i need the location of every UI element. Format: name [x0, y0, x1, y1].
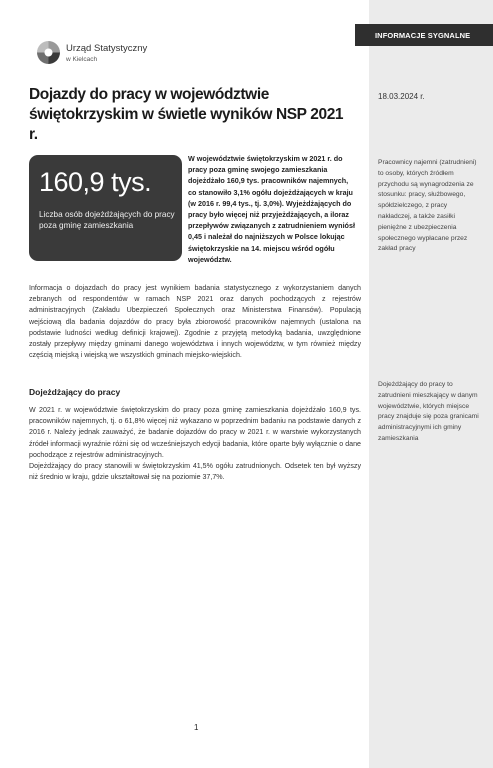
body-paragraph-1: W 2021 r. w województwie świętokrzyskim do pracy poza gminę zamieszkania dojeżdżało 160,9 tys. pracowników najemnych, tj. o 61,8% więcej niż wykazano w poprzednim badaniu na podstawie danych z 2016 r. Należy jednak zauważyć, że badanie dojazdów do pracy w 2021 r. w warstwie wykorzystanych źródeł informacji wyraźnie różni się od wcześniejszych edycji badania, które oparte były wyłącznie o dane pochodzące z rejestrów administracyjnych.	[29, 406, 361, 459]
sidebar-note-commuters: Dojeżdżający do pracy to zatrudnieni mieszkający w danym województwie, których miejsce pracy znajduje się poza granicami administracyjnymi ich gminy zamieszkania	[378, 381, 479, 442]
information-badge	[355, 24, 493, 46]
body-paragraph-2: Dojeżdżający do pracy stanowili w świętokrzyskim 41,5% ogółu zatrudnionych. Odsetek ten był wyższy niż średnio w kraju, gdzie ukształtował się na poziomie 37,7%.	[29, 462, 361, 482]
badge-label: INFORMACJE SYGNALNE	[375, 30, 471, 40]
lead-paragraph: W województwie świętokrzyskim w 2021 r. do pracy poza gminę swojego zamieszkania dojeżdżało 160,9 tys. pracowników najemnych, co stanowiło 3,1% ogółu dojeżdżających w kraju (w 2016 r. 99,4 tys., tj. 3,0%). Wyjeżdżających do pracy było więcej niż przyjeżdżających, a iloraz przepływów związanych z zatrudnieniem wyniósł 0,45 i należał do najniższych w Polsce lokując świętokrzyskie na 14. miejscu wśród ogółu województw.	[188, 154, 355, 264]
logo-name: Urząd Statystyczny	[66, 43, 148, 54]
intro-paragraph: Informacja o dojazdach do pracy jest wynikiem badania statystycznego z wykorzystaniem danych zebranych od respondentów w ramach NSP 2021 oraz danych pochodzących z rejestrów administracyjnych (Zakładu Ubezpieczeń Społecznych oraz Ministerstwa Finansów). Populacją wejściową dla badania dojazdów do pracy była zbiorowość pracowników najemnych (ustalona na podstawie ludności według definicji krajowej). Zgodnie z przyjętą metodyką badania, uwzględnione zostały przepływy między gminami danego województwa i innych województw, w tym również między częścią miejską i wiejską we wszystkich gminach miejsko-wiejskich.	[29, 284, 361, 360]
kpi-label: Liczba osób dojeżdżających do pracy poza gminę zamieszkania	[39, 210, 175, 230]
kpi-box	[29, 155, 182, 261]
logo-subtitle: w Kielcach	[66, 56, 98, 63]
section-heading: Dojeżdżający do pracy	[29, 387, 121, 397]
page-number: 1	[194, 723, 199, 732]
publication-date: 18.03.2024 r.	[378, 92, 425, 101]
sidebar-note-employees: Pracownicy najemni (zatrudnieni) to osoby, których źródłem przychodu są wynagrodzenia ze stosunku: pracy, służbowego, spółdzielczego, z pracy nakładczej, a także zasiłki pieniężne z ubezpieczenia społecznego wypłacane przez zakład pracy	[378, 159, 477, 253]
logo-icon	[36, 40, 61, 65]
logo	[36, 40, 156, 70]
kpi-value: 160,9 tys.	[39, 167, 152, 197]
page-title: Dojazdy do pracy w województwie świętokrzyskim w świetle wyników NSP 2021 r.	[29, 86, 344, 143]
